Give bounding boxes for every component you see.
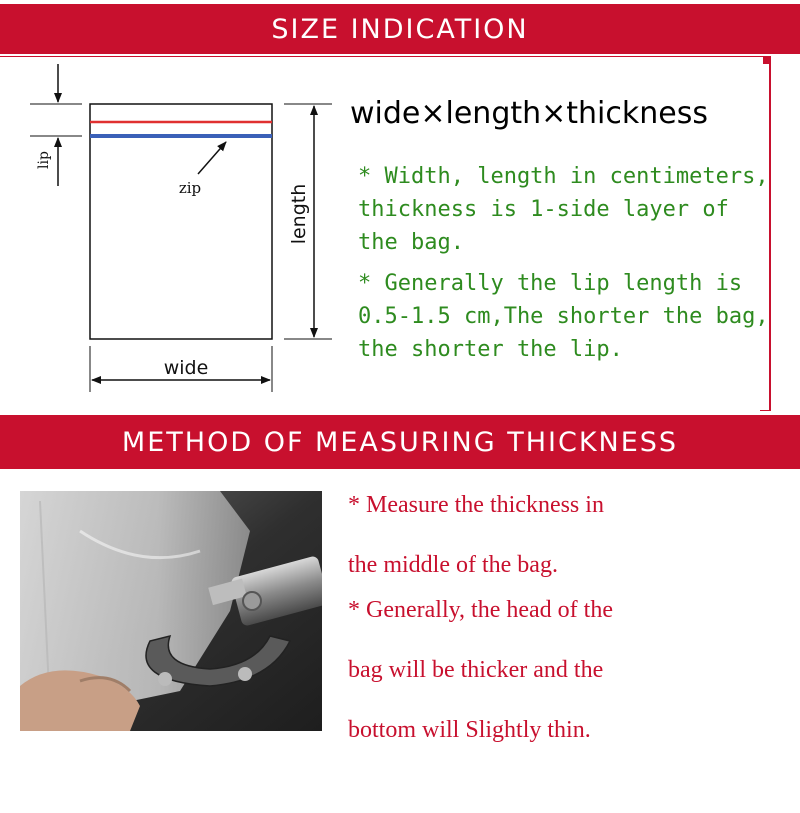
method-line-3: * Generally, the head of the	[348, 597, 613, 623]
micrometer-photo	[20, 491, 322, 731]
wide-label: wide	[163, 357, 209, 379]
length-label: length	[288, 183, 310, 245]
method-banner	[0, 415, 800, 469]
method-line-1: * Measure the thickness in	[348, 492, 604, 518]
lip-label: lip	[36, 151, 52, 169]
size-indication-title: SIZE INDICATION	[271, 13, 529, 45]
zip-pointer-arrow	[198, 142, 226, 174]
method-line-5: bottom will Slightly thin.	[348, 717, 591, 743]
method-line-4: bag will be thicker and the	[348, 657, 604, 683]
micrometer-illustration	[20, 491, 322, 731]
method-title: METHOD OF MEASURING THICKNESS	[121, 426, 679, 458]
bracket-tab	[763, 56, 771, 64]
bag-outline	[90, 104, 272, 339]
note-lip-length: * Generally the lip length is 0.5-1.5 cm,The shorter the bag, the shorter the lip.	[358, 271, 769, 362]
bag-size-diagram	[0, 56, 345, 406]
note-units: * Width, length in centimeters, thickness is 1-side layer of the bag.	[358, 164, 769, 255]
bracket-bottom-line	[760, 410, 771, 411]
zip-label: zip	[178, 179, 202, 197]
size-indication-banner	[0, 4, 800, 54]
method-line-2: the middle of the bag.	[348, 552, 558, 578]
size-formula: wide×length×thickness	[350, 96, 708, 131]
